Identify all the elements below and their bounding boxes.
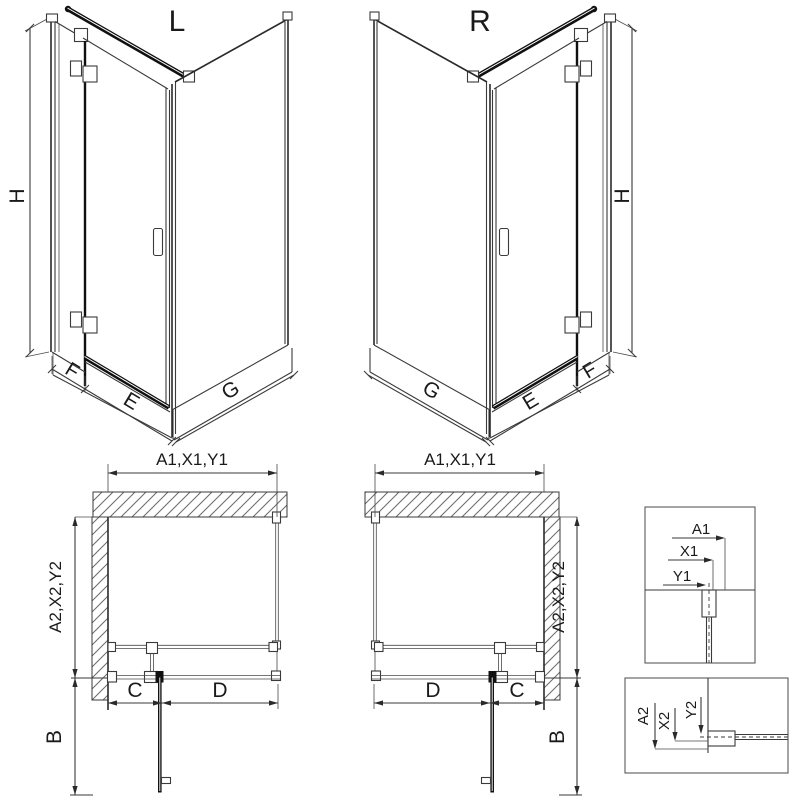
iso-right-side-panel-label: G (418, 376, 445, 405)
iso-right-door-label: E (518, 387, 543, 415)
detail-y1-label: Y1 (672, 568, 692, 585)
plan-left-door-label: D (212, 679, 228, 702)
plan-left-depth-label: A2,X2,Y2 (46, 561, 65, 633)
plan-right-depth-label: A2,X2,Y2 (549, 561, 568, 633)
plan-left-fixed-label: C (127, 679, 143, 702)
plan-right-door-label: D (425, 679, 441, 702)
iso-right-wall-strip-label: F (579, 358, 601, 384)
iso-left-side-panel-label: G (217, 376, 244, 405)
detail-a2-label: A2 (635, 706, 652, 726)
detail-x1-label: X1 (679, 543, 699, 560)
plan-right-width-label: A1,X1,Y1 (424, 450, 496, 469)
iso-left-height-label: H (6, 188, 29, 204)
iso-right-title: R (469, 5, 491, 38)
detail-y2-label: Y2 (683, 700, 700, 720)
detail-x2-label: X2 (656, 711, 673, 731)
plan-right-door-swing-label: B (546, 729, 569, 745)
iso-left-wall-strip-label: F (61, 358, 83, 384)
iso-right-height-label: H (611, 188, 634, 204)
wall-hatch-top (93, 492, 287, 517)
iso-left-door-label: E (119, 387, 144, 415)
plan-left-width-label: A1,X1,Y1 (156, 450, 228, 469)
wall-hatch-left (92, 517, 108, 700)
detail-a1-label: A1 (691, 521, 711, 538)
plan-left-door-swing-label: B (43, 729, 66, 745)
iso-left-title: L (168, 5, 186, 38)
wall-hatch-top (365, 492, 559, 517)
plan-right-fixed-label: C (509, 679, 525, 702)
plan-view-left (70, 464, 287, 795)
